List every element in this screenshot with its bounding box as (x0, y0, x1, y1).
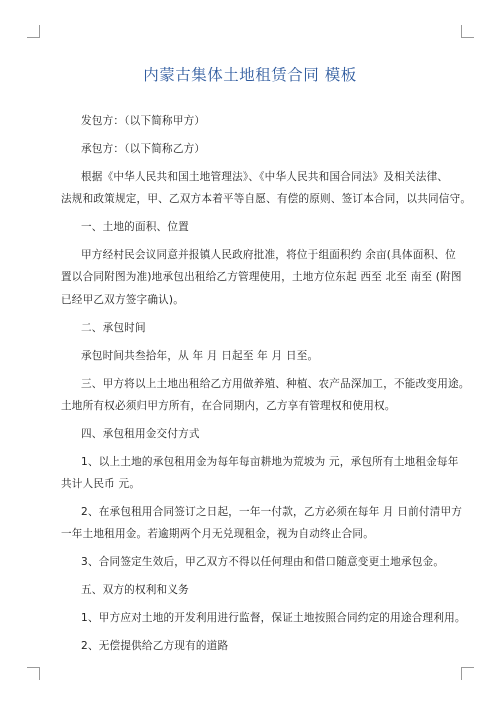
paragraph (61, 373, 470, 417)
paragraph (61, 244, 462, 311)
paragraph-line: 置以合同附图为准)地承包出租给乙方管理使用，土地方位东起 西至 北至 南至 (附图 (61, 271, 462, 284)
paragraph-line: 3、合同签定生效后，甲乙双方不得以任何理由和借口随意变更土地承包金。 (81, 556, 445, 569)
corner-mark-top-left (27, 25, 40, 38)
paragraph-line: 一年土地租用金。若逾期两个月无兑现租金，视为自动终止合同。 (61, 528, 375, 541)
paragraph (61, 451, 459, 495)
paragraph (61, 635, 445, 657)
paragraph (61, 551, 445, 573)
paragraph (61, 166, 472, 210)
paragraph-line: 共计人民币 元。 (61, 478, 141, 491)
paragraph-line: 承包方：（以下简称乙方） (81, 143, 206, 155)
paragraph-line: 2、无偿提供给乙方现有的道路 (81, 640, 229, 653)
paragraph-line: 法规和政策规定，甲、乙双方本着平等自愿、有偿的原则、签订本合同，以共同信守。 (61, 193, 472, 206)
document-title: 内蒙古集体土地租赁合同 模板 (143, 66, 357, 84)
paragraph-line: 四、承包租用金交付方式 (81, 427, 200, 440)
paragraph-line: 五、双方的权利和义务 (81, 584, 189, 597)
paragraph (61, 579, 445, 601)
paragraph-line: 一、土地的面积、位置 (81, 221, 189, 234)
paragraph-line: 2、在承包租用合同签订之日起，一年一付款，乙方必须在每年 月 日前付清甲方 (81, 506, 463, 519)
paragraph-line: 土地所有权必须归甲方所有，在合同期内，乙方享有管理权和使用权。 (61, 399, 396, 412)
paragraph-line: 二、承包时间 (81, 321, 146, 334)
paragraph-line: 发包方：（以下简称甲方） (81, 115, 206, 127)
paragraph (61, 138, 445, 160)
paragraph (61, 501, 463, 545)
paragraph-line: 承包时间共叁拾年，从 年 月 日起至 年 月 日至。 (81, 349, 319, 362)
paragraph (61, 607, 466, 629)
document-body (61, 110, 472, 663)
paragraph-line: 根据《中华人民共和国土地管理法》、《中华人民共和国合同法》及相关法律、 (81, 171, 449, 183)
paragraph (61, 216, 445, 238)
paragraph-line: 1、甲方应对土地的开发利用进行监督，保证土地按照合同约定的用途合理利用。 (81, 612, 466, 625)
corner-mark-bottom-right (461, 667, 474, 680)
paragraph (61, 317, 445, 339)
paragraph-line: 1、以上土地的承包租用金为每年每亩耕地为荒坡为 元，承包所有土地租金每年 (81, 455, 459, 468)
corner-mark-bottom-left (27, 667, 40, 680)
corner-mark-top-right (461, 25, 474, 38)
paragraph (61, 345, 445, 367)
paragraph-line: 甲方经村民会议同意并报镇人民政府批准，将位于组面积约 余亩(具体面积、位 (81, 249, 456, 262)
paragraph (61, 423, 445, 445)
paragraph (61, 110, 445, 132)
paragraph-line: 已经甲乙双方签字确认)。 (61, 293, 185, 306)
paragraph-line: 三、甲方将以上土地出租给乙方用做养殖、种植、农产品深加工，不能改变用途。 (81, 377, 470, 390)
